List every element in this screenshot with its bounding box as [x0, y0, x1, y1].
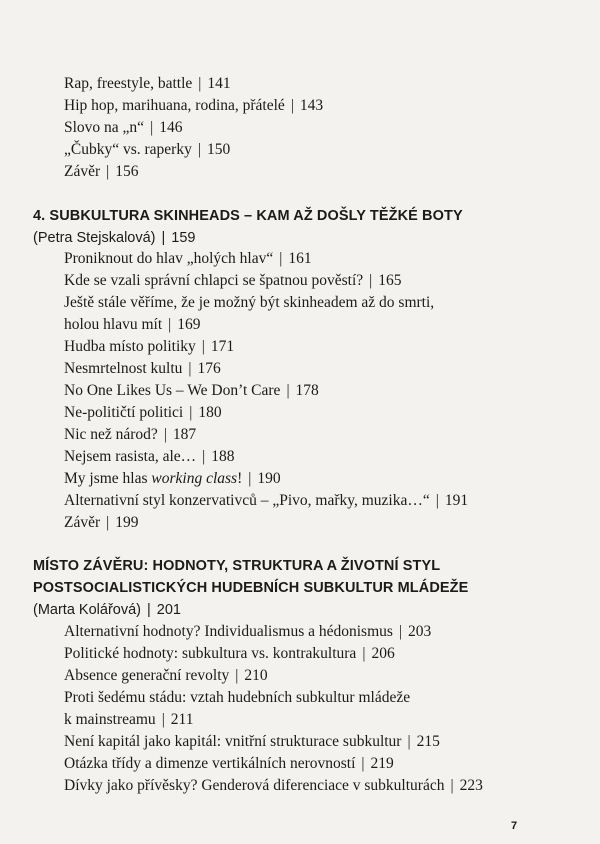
toc-entry: Slovo na „n“ | 146	[64, 119, 183, 136]
toc-entry: Závěr | 199	[64, 514, 139, 531]
page-number: 7	[511, 820, 518, 832]
toc-entry: holou hlavu mít | 169	[64, 316, 201, 333]
chapter-heading: 4. SUBKULTURA SKINHEADS – KAM AŽ DOŠLY TĚŽKÉ BOTY	[33, 208, 463, 224]
chapter-author: (Petra Stejskalová) | 159	[33, 230, 196, 246]
toc-entry: Kde se vzali správní chlapci se špatnou pověstí? | 165	[64, 272, 402, 289]
toc-entry: Otázka třídy a dimenze vertikálních nerovností | 219	[64, 755, 394, 772]
chapter-author: (Marta Kolářová) | 201	[33, 602, 181, 618]
toc-entry: Není kapitál jako kapitál: vnitřní strukturace subkultur | 215	[64, 733, 440, 750]
toc-entry: Alternativní hodnoty? Individualismus a hédonismus | 203	[64, 623, 432, 640]
toc-entry: Absence generační revolty | 210	[64, 667, 268, 684]
toc-entry: k mainstreamu | 211	[64, 711, 194, 728]
toc-entry: Alternativní styl konzervativců – „Pivo, mařky, muzika…“ | 191	[64, 492, 469, 509]
toc-entry: Dívky jako přívěsky? Genderová diferenciace v subkulturách | 223	[64, 777, 483, 794]
toc-entry: Hudba místo politiky | 171	[64, 338, 235, 355]
toc-entry: My jsme hlas working class! | 190	[64, 470, 281, 487]
toc-entry: „Čubky“ vs. raperky | 150	[64, 141, 231, 158]
chapter-heading: POSTSOCIALISTICKÝCH HUDEBNÍCH SUBKULTUR MLÁDEŽE	[33, 580, 469, 596]
toc-entry: Nic než národ? | 187	[64, 426, 197, 443]
chapter-heading: MÍSTO ZÁVĚRU: HODNOTY, STRUKTURA A ŽIVOTNÍ STYL	[33, 558, 441, 574]
toc-entry: Proti šedému stádu: vztah hudebních subkultur mládeže	[64, 689, 411, 706]
toc-entry: Ne-političtí politici | 180	[64, 404, 222, 421]
toc-entry: Ještě stále věříme, že je možný být skinheadem až do smrti,	[64, 294, 435, 311]
toc-entry: Závěr | 156	[64, 163, 139, 180]
toc-entry: Hip hop, marihuana, rodina, přátelé | 143	[64, 97, 324, 114]
toc-entry: Proniknout do hlav „holých hlav“ | 161	[64, 250, 312, 267]
toc-entry: No One Likes Us – We Don’t Care | 178	[64, 382, 319, 399]
toc-entry: Nesmrtelnost kultu | 176	[64, 360, 221, 377]
toc-entry: Rap, freestyle, battle | 141	[64, 75, 231, 92]
toc-entry: Nejsem rasista, ale… | 188	[64, 448, 235, 465]
toc-entry: Politické hodnoty: subkultura vs. kontrakultura | 206	[64, 645, 395, 662]
